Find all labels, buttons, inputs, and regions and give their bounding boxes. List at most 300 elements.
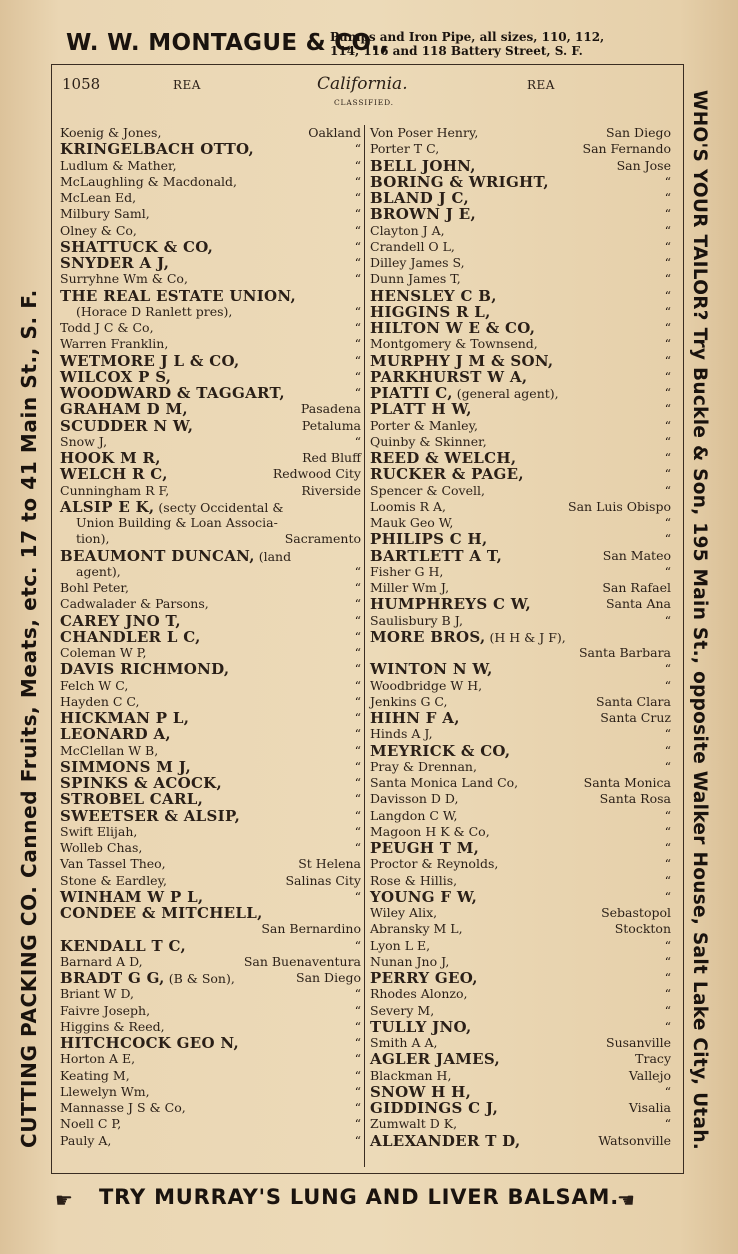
listing-entry bbox=[370, 125, 671, 141]
listing-entry bbox=[370, 775, 671, 791]
listing-entry bbox=[370, 808, 671, 824]
entry-place: “ bbox=[354, 141, 361, 157]
listing-entry bbox=[60, 629, 361, 645]
entry-name: Hayden C C, bbox=[60, 693, 140, 709]
entry-place: Santa Barbara bbox=[578, 645, 671, 660]
listing-entry bbox=[370, 548, 671, 564]
entry-name: Bohl Peter, bbox=[60, 580, 129, 595]
entry-place: Riverside bbox=[301, 482, 361, 498]
entry-name: HILTON W E & CO, bbox=[370, 319, 536, 337]
entry-name: Abransky M L, bbox=[370, 921, 463, 937]
entry-place: “ bbox=[354, 320, 361, 335]
entry-place: “ bbox=[664, 401, 671, 417]
entry-place: “ bbox=[664, 271, 671, 287]
entry-place: “ bbox=[664, 238, 671, 254]
entry-place: “ bbox=[354, 1018, 361, 1034]
entry-place: “ bbox=[354, 791, 361, 807]
entry-name: TULLY JNO, bbox=[370, 1017, 472, 1036]
entry-place: “ bbox=[354, 1051, 361, 1067]
entry-place: San Mateo bbox=[602, 547, 671, 563]
entry-place: “ bbox=[664, 758, 671, 774]
entry-name: Jenkins G C, bbox=[370, 693, 448, 709]
entry-place: San Diego bbox=[296, 970, 361, 985]
entry-name: Santa Monica Land Co, bbox=[370, 775, 519, 790]
listing-entry bbox=[60, 288, 361, 304]
entry-name: Surryhne Wm & Co, bbox=[60, 271, 188, 287]
listing-entry bbox=[370, 255, 671, 271]
listing-entry bbox=[60, 661, 361, 677]
listing-entry bbox=[370, 1051, 671, 1067]
entry-place: “ bbox=[354, 710, 361, 725]
entry-name: CONDEE & MITCHELL, bbox=[60, 904, 263, 922]
listing-entry bbox=[370, 401, 671, 417]
bottom-ad-text: TRY MURRAY'S LUNG AND LIVER BALSAM. bbox=[99, 1185, 620, 1209]
pointing-hand-icon: ☛ bbox=[55, 1188, 73, 1212]
entry-name: SNYDER A J, bbox=[60, 254, 170, 272]
listing-entry bbox=[370, 970, 671, 986]
entry-place: “ bbox=[664, 206, 671, 222]
entry-name: AGLER JAMES, bbox=[370, 1050, 501, 1069]
listing-entry bbox=[60, 905, 361, 921]
entry-place: Santa Clara bbox=[596, 693, 671, 709]
listing-entry bbox=[60, 564, 361, 580]
listing-entry bbox=[370, 921, 671, 937]
entry-place: “ bbox=[354, 840, 361, 855]
entry-name: LEONARD A, bbox=[60, 725, 171, 744]
listing-entry bbox=[60, 401, 361, 417]
pointing-hand-icon: ☚ bbox=[617, 1188, 635, 1212]
entry-name: BORING & WRIGHT, bbox=[370, 172, 549, 191]
listing-entry bbox=[370, 678, 671, 694]
listing-entry bbox=[60, 1003, 361, 1019]
listing-entry bbox=[60, 856, 361, 872]
listing-entry bbox=[370, 288, 671, 304]
listing-entry bbox=[60, 320, 361, 336]
entry-name: Dunn James T, bbox=[370, 271, 461, 287]
entry-place: Petaluma bbox=[301, 417, 361, 433]
listing-entry bbox=[370, 840, 671, 856]
entry-place: “ bbox=[354, 645, 361, 660]
entry-name: Hinds A J, bbox=[370, 726, 433, 742]
listing-entry bbox=[60, 1068, 361, 1084]
entry-name: PEUGH T M, bbox=[370, 839, 480, 857]
listing-entry bbox=[60, 1116, 361, 1132]
listing-entry bbox=[60, 483, 361, 499]
entry-place: “ bbox=[664, 840, 671, 855]
entry-place: “ bbox=[354, 596, 361, 612]
entry-name: BLAND J C, bbox=[370, 189, 470, 207]
entry-place: “ bbox=[354, 368, 361, 384]
entry-place: “ bbox=[664, 515, 671, 530]
entry-name: Milbury Saml, bbox=[60, 206, 150, 222]
entry-name: agent), bbox=[76, 563, 121, 579]
listing-entry bbox=[370, 190, 671, 206]
entry-name: Mauk Geo W, bbox=[370, 515, 454, 530]
entry-place: “ bbox=[664, 190, 671, 205]
entry-name: HENSLEY C B, bbox=[370, 286, 497, 305]
listing-entry bbox=[370, 1133, 671, 1149]
listing-entry bbox=[60, 824, 361, 840]
entry-place: “ bbox=[664, 255, 671, 270]
running-head bbox=[52, 65, 683, 113]
entry-place: Santa Cruz bbox=[600, 710, 671, 725]
entry-place: “ bbox=[664, 807, 671, 823]
entry-place: “ bbox=[664, 563, 671, 579]
listing-entry bbox=[370, 743, 671, 759]
listing-entry bbox=[60, 158, 361, 174]
listing-entry bbox=[60, 889, 361, 905]
listing-entry bbox=[370, 223, 671, 239]
entry-name: Porter T C, bbox=[370, 141, 440, 157]
entry-place: St Helena bbox=[298, 856, 361, 872]
entry-name: Cunningham R F, bbox=[60, 482, 170, 498]
entry-name: MORE BROS, (H H & J F), bbox=[370, 627, 566, 646]
entry-place: Watsonville bbox=[598, 1132, 671, 1148]
entry-name: WILCOX P S, bbox=[60, 367, 172, 386]
listing-entry bbox=[60, 580, 361, 596]
entry-name: MURPHY J M & SON, bbox=[370, 351, 554, 370]
listing-entry bbox=[370, 239, 671, 255]
listing-entry bbox=[60, 336, 361, 352]
entry-place: Santa Monica bbox=[583, 775, 671, 790]
entry-place: Stockton bbox=[614, 921, 671, 937]
entry-name: YOUNG F W, bbox=[370, 887, 478, 906]
entry-place: “ bbox=[354, 986, 361, 1002]
listing-entry bbox=[60, 418, 361, 434]
entry-place: “ bbox=[354, 580, 361, 595]
listing-entry bbox=[370, 304, 671, 320]
entry-name: Pauly A, bbox=[60, 1132, 112, 1148]
entry-name: Saulisbury B J, bbox=[370, 612, 463, 628]
listing-frame bbox=[51, 64, 684, 1174]
entry-name: Todd J C & Co, bbox=[60, 320, 154, 335]
entry-name: DAVIS RICHMOND, bbox=[60, 660, 230, 679]
entry-place: San Diego bbox=[606, 125, 671, 140]
listing-entry bbox=[60, 271, 361, 287]
entry-place: “ bbox=[354, 190, 361, 205]
left-side-advertisement: CUTTING PACKING CO. Canned Fruits, Meats, etc. 17 to 41 Main St., S. F. bbox=[17, 289, 41, 1148]
listing-entry bbox=[370, 271, 671, 287]
listing-entry bbox=[60, 613, 361, 629]
entry-place: “ bbox=[354, 271, 361, 287]
entry-name: ALSIP E K, (secty Occidental & bbox=[60, 497, 284, 516]
entry-place: “ bbox=[664, 417, 671, 433]
listing-entry bbox=[60, 239, 361, 255]
entry-place: Oakland bbox=[308, 125, 361, 140]
entry-name: Felch W C, bbox=[60, 677, 129, 693]
listing-entry bbox=[60, 986, 361, 1002]
entry-place: “ bbox=[664, 872, 671, 888]
entry-place: “ bbox=[354, 303, 361, 319]
listing-entry bbox=[60, 304, 361, 320]
entry-name: Swift Elijah, bbox=[60, 823, 138, 839]
listing-entry bbox=[60, 466, 361, 482]
listing-entry bbox=[370, 336, 671, 352]
entry-place: Red Bluff bbox=[302, 450, 361, 465]
entry-place: Santa Ana bbox=[605, 596, 671, 612]
listing-entry bbox=[60, 1133, 361, 1149]
entry-name: Spencer & Covell, bbox=[370, 482, 485, 498]
entry-name: Von Poser Henry, bbox=[370, 125, 479, 140]
entry-place: “ bbox=[354, 336, 361, 352]
entry-place: “ bbox=[664, 336, 671, 352]
listing-entry bbox=[60, 434, 361, 450]
entry-name: REED & WELCH, bbox=[370, 449, 517, 467]
entry-name: PIATTI C, (general agent), bbox=[370, 384, 559, 402]
entry-name: SWEETSER & ALSIP, bbox=[60, 806, 241, 825]
entry-name: PLATT H W, bbox=[370, 400, 472, 419]
listing-entry bbox=[60, 255, 361, 271]
entry-name: Coleman W P, bbox=[60, 645, 147, 660]
entry-name: Montgomery & Townsend, bbox=[370, 336, 538, 352]
listing-entry bbox=[60, 385, 361, 401]
entry-place: “ bbox=[664, 677, 671, 693]
entry-name: HOOK M R, bbox=[60, 449, 161, 467]
entry-place: “ bbox=[354, 1116, 361, 1132]
entry-name: McClellan W B, bbox=[60, 742, 159, 758]
entry-name: BEAUMONT DUNCAN, (land bbox=[60, 546, 292, 565]
listing-entry bbox=[60, 743, 361, 759]
entry-place: “ bbox=[664, 1083, 671, 1099]
entry-place: “ bbox=[664, 661, 671, 677]
entry-place: Pasadena bbox=[300, 401, 361, 417]
entry-name: PHILIPS C H, bbox=[370, 530, 488, 549]
entry-name: SIMMONS M J, bbox=[60, 757, 192, 776]
entry-place: “ bbox=[354, 823, 361, 839]
entry-place: Sebastopol bbox=[601, 905, 671, 920]
entry-place: “ bbox=[354, 612, 361, 628]
entry-place: “ bbox=[664, 466, 671, 482]
entry-place: “ bbox=[664, 612, 671, 628]
listing-entry bbox=[60, 223, 361, 239]
listing-entry bbox=[370, 856, 671, 872]
entry-place: “ bbox=[664, 742, 671, 758]
entry-place: San Bernardino bbox=[261, 921, 361, 937]
listing-entry bbox=[370, 791, 671, 807]
entry-name: Snow J, bbox=[60, 433, 108, 449]
listing-entry bbox=[370, 1068, 671, 1084]
entry-name: Smith A A, bbox=[370, 1035, 438, 1050]
entry-name: Union Building & Loan Associa- bbox=[76, 515, 278, 530]
entry-place: “ bbox=[664, 352, 671, 368]
listing-entry bbox=[370, 141, 671, 157]
entry-place: San Rafael bbox=[602, 580, 671, 595]
listing-entry bbox=[60, 125, 361, 141]
entry-name: Proctor & Reynolds, bbox=[370, 856, 499, 872]
entry-name: Llewelyn Wm, bbox=[60, 1083, 150, 1099]
listing-entry bbox=[370, 499, 671, 515]
entry-name: GIDDINGS C J, bbox=[370, 1099, 499, 1117]
running-head-subtitle: CLASSIFIED. bbox=[334, 98, 394, 107]
entry-name: SNOW H H, bbox=[370, 1082, 472, 1101]
entry-name: KENDALL T C, bbox=[60, 936, 187, 955]
listing-entry bbox=[370, 710, 671, 726]
left-column bbox=[60, 125, 361, 1167]
entry-place: San Fernando bbox=[582, 141, 671, 157]
entry-place: “ bbox=[354, 1035, 361, 1050]
listing-entry bbox=[370, 369, 671, 385]
entry-name: Olney & Co, bbox=[60, 222, 137, 238]
entry-place: “ bbox=[664, 482, 671, 498]
entry-place: “ bbox=[664, 303, 671, 319]
entry-name: RUCKER & PAGE, bbox=[370, 465, 524, 484]
listing-entry bbox=[370, 515, 671, 531]
listing-entry bbox=[60, 174, 361, 190]
listing-entry bbox=[370, 726, 671, 742]
listing-entry bbox=[60, 970, 361, 986]
entry-name: Keating M, bbox=[60, 1067, 130, 1083]
entry-place: Salinas City bbox=[285, 872, 361, 888]
entry-place: “ bbox=[354, 742, 361, 758]
listing-entry bbox=[60, 678, 361, 694]
listing-entry bbox=[370, 466, 671, 482]
entry-place: “ bbox=[354, 173, 361, 189]
entry-place: Sacramento bbox=[284, 531, 361, 547]
entry-name: Dilley James S, bbox=[370, 255, 465, 270]
entry-name: McLean Ed, bbox=[60, 190, 137, 205]
entry-name: WINTON N W, bbox=[370, 660, 493, 679]
entry-place: “ bbox=[354, 222, 361, 238]
listing-entry bbox=[60, 515, 361, 531]
listing-entry bbox=[370, 158, 671, 174]
listing-entry bbox=[370, 613, 671, 629]
entry-name: Higgins & Reed, bbox=[60, 1018, 165, 1034]
entry-place: “ bbox=[664, 1018, 671, 1034]
listing-entry bbox=[370, 694, 671, 710]
listing-entry bbox=[370, 629, 671, 645]
listing-entry bbox=[370, 889, 671, 905]
right-column bbox=[370, 125, 671, 1167]
entry-name: Crandell O L, bbox=[370, 238, 455, 254]
entry-name: Loomis R A, bbox=[370, 498, 446, 514]
listing-entry bbox=[60, 645, 361, 661]
entry-place: “ bbox=[354, 206, 361, 222]
entry-name: Lyon L E, bbox=[370, 937, 431, 953]
listing-entry bbox=[60, 190, 361, 206]
entry-name: Rhodes Alonzo, bbox=[370, 986, 468, 1002]
listing-entry bbox=[370, 873, 671, 889]
listing-entry bbox=[370, 1003, 671, 1019]
listing-entry bbox=[60, 726, 361, 742]
entry-name: PARKHURST W A, bbox=[370, 367, 528, 386]
listing-entry bbox=[370, 353, 671, 369]
entry-name: MEYRICK & CO, bbox=[370, 741, 511, 760]
entry-name: Van Tassel Theo, bbox=[60, 856, 166, 872]
listing-entry bbox=[60, 531, 361, 547]
listing-entry bbox=[370, 1035, 671, 1051]
listing-entry bbox=[60, 141, 361, 157]
top-ad-line-2: 114, 116 and 118 Battery Street, S. F. bbox=[330, 44, 583, 58]
listing-entry bbox=[60, 206, 361, 222]
listing-entry bbox=[370, 418, 671, 434]
entry-place: “ bbox=[354, 758, 361, 774]
entry-place: “ bbox=[664, 287, 671, 303]
entry-place: “ bbox=[664, 531, 671, 547]
entry-place: “ bbox=[664, 368, 671, 384]
entry-place: “ bbox=[354, 238, 361, 254]
entry-place: “ bbox=[664, 856, 671, 872]
listing-entry bbox=[60, 1100, 361, 1116]
page-number: 1058 bbox=[62, 75, 101, 93]
entry-place: “ bbox=[354, 255, 361, 270]
entry-name: Fisher G H, bbox=[370, 563, 444, 579]
entry-place: “ bbox=[354, 1132, 361, 1148]
running-head-right: REA bbox=[527, 78, 555, 92]
entry-place: “ bbox=[354, 937, 361, 953]
entry-place: San Buenaventura bbox=[243, 953, 361, 969]
entry-name: SPINKS & ACOCK, bbox=[60, 774, 223, 792]
entry-name: BELL JOHN, bbox=[370, 156, 476, 175]
entry-name: ALEXANDER T D, bbox=[370, 1131, 521, 1150]
entry-place: “ bbox=[354, 628, 361, 644]
entry-name: WOODWARD & TAGGART, bbox=[60, 384, 285, 402]
entry-name: Barnard A D, bbox=[60, 953, 143, 969]
entry-name: HUMPHREYS C W, bbox=[370, 595, 532, 614]
entry-place: “ bbox=[354, 807, 361, 823]
entry-place: “ bbox=[354, 385, 361, 400]
listing-entry bbox=[60, 938, 361, 954]
entry-place: “ bbox=[354, 661, 361, 677]
column-divider bbox=[364, 125, 365, 1167]
entry-place: “ bbox=[664, 823, 671, 839]
entry-name: BROWN J E, bbox=[370, 205, 476, 224]
entry-name: Davisson D D, bbox=[370, 791, 459, 807]
entry-name: HIHN F A, bbox=[370, 709, 460, 727]
entry-place: “ bbox=[664, 888, 671, 904]
entry-place: Visalia bbox=[628, 1100, 671, 1115]
listing-entry bbox=[60, 808, 361, 824]
entry-name: SHATTUCK & CO, bbox=[60, 237, 214, 256]
listing-entry bbox=[60, 775, 361, 791]
entry-name: BARTLETT A T, bbox=[370, 546, 503, 565]
entry-place: “ bbox=[664, 726, 671, 742]
entry-name: WETMORE J L & CO, bbox=[60, 351, 240, 370]
entry-name: SCUDDER N W, bbox=[60, 416, 194, 435]
listing-entry bbox=[370, 596, 671, 612]
entry-place: “ bbox=[354, 1100, 361, 1115]
entry-place: “ bbox=[354, 157, 361, 173]
listing-entry bbox=[370, 938, 671, 954]
entry-place: “ bbox=[664, 953, 671, 969]
listing-entry bbox=[60, 694, 361, 710]
listing-entry bbox=[370, 174, 671, 190]
entry-name: Porter & Manley, bbox=[370, 417, 478, 433]
entry-place: “ bbox=[354, 775, 361, 790]
entry-name: Clayton J A, bbox=[370, 222, 445, 238]
entry-name: Nunan Jno J, bbox=[370, 953, 450, 969]
entry-name: STROBEL CARL, bbox=[60, 790, 204, 809]
listing-entry bbox=[370, 759, 671, 775]
listing-entry bbox=[60, 353, 361, 369]
entry-place: “ bbox=[664, 986, 671, 1002]
running-head-left: REA bbox=[173, 78, 201, 92]
entry-place: Santa Rosa bbox=[599, 791, 671, 807]
entry-place: Tracy bbox=[635, 1051, 671, 1067]
entry-name: Noell C P, bbox=[60, 1116, 122, 1132]
listing-entry bbox=[60, 873, 361, 889]
entry-name: Cadwalader & Parsons, bbox=[60, 596, 209, 612]
listing-entry bbox=[370, 954, 671, 970]
entry-name: HIGGINS R L, bbox=[370, 302, 491, 321]
entry-name: CAREY JNO T, bbox=[60, 611, 181, 630]
listing-entry bbox=[60, 499, 361, 515]
entry-name: Zumwalt D K, bbox=[370, 1116, 458, 1132]
listing-entry bbox=[60, 921, 361, 937]
entry-place: “ bbox=[354, 1067, 361, 1083]
entry-name: Rose & Hillis, bbox=[370, 872, 458, 888]
entry-name: HITCHCOCK GEO N, bbox=[60, 1034, 239, 1052]
right-side-advertisement: WHO'S YOUR TAILOR? Try Buckle & Son, 195 Main St., opposite Walker House, Salt Lake City, Utah. bbox=[689, 90, 710, 1151]
